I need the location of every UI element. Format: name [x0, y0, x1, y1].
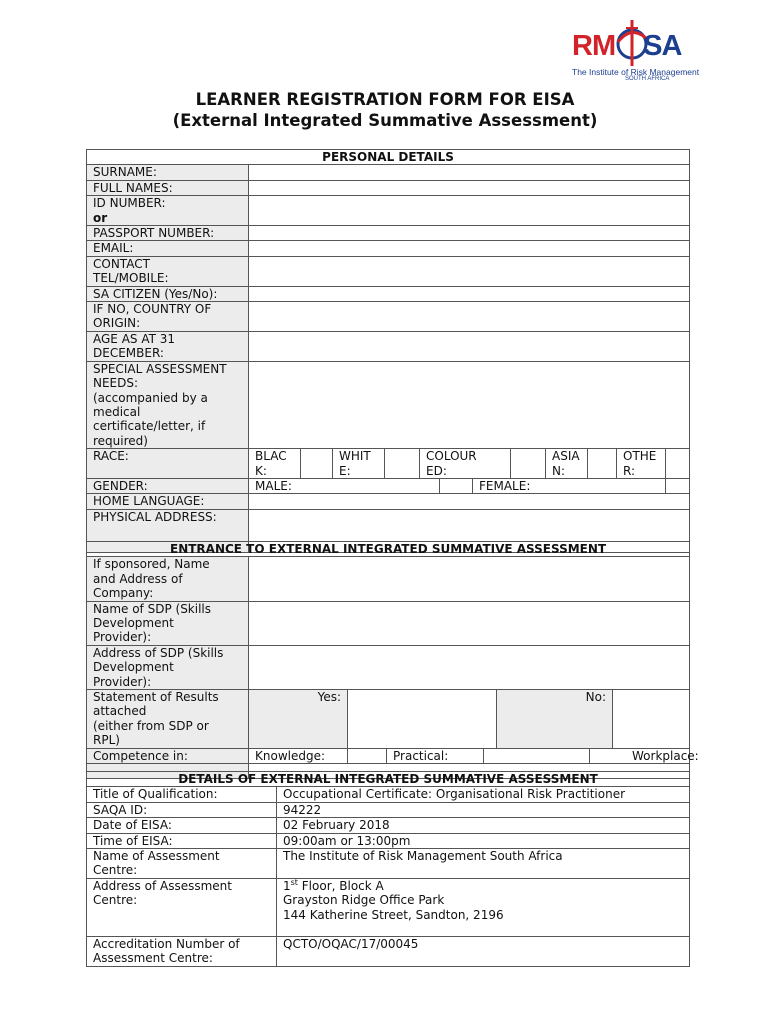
label-sdp-name-l2: Development [93, 616, 174, 631]
address-line3: 144 Katherine Street, Sandton, 2196 [283, 907, 504, 922]
label-sdp-name-l3: Provider): [93, 630, 152, 645]
label-sdp-addr-l1: Address of SDP (Skills [93, 645, 224, 660]
form-subtitle: (External Integrated Summative Assessment) [172, 111, 598, 130]
full-names-field[interactable] [249, 180, 690, 195]
special-needs-field[interactable] [249, 361, 690, 448]
race-other-l2: R: [623, 463, 636, 478]
label-special-needs [87, 361, 249, 448]
label-time: Time of EISA: [87, 833, 277, 848]
label-or: or [93, 210, 108, 225]
race-option-other [617, 449, 666, 479]
gender-male-box[interactable] [440, 478, 473, 493]
logo-wordmark: RM SA [572, 30, 682, 62]
race-coloured-box[interactable] [511, 449, 546, 479]
race-asian-box[interactable] [588, 449, 617, 479]
time-value: 09:00am or 13:00pm [277, 833, 690, 848]
country-field[interactable] [249, 302, 690, 332]
label-id-number-text: ID NUMBER: [93, 196, 166, 211]
race-asian-l1: ASIA [552, 449, 580, 464]
address-line2: Grayston Ridge Office Park [283, 893, 445, 908]
race-black-l2: K: [255, 463, 267, 478]
label-sdp-name [87, 601, 249, 645]
label-age-line1: AGE AS AT 31 [93, 331, 176, 346]
label-surname: SURNAME: [87, 165, 249, 180]
label-full-names: FULL NAMES: [87, 180, 249, 195]
label-age [87, 331, 249, 361]
gender-female-label: FEMALE: [473, 478, 666, 493]
sa-citizen-field[interactable] [249, 286, 690, 301]
race-option-asian [546, 449, 588, 479]
entrance-table [86, 541, 699, 779]
label-centre [87, 849, 277, 879]
sponsored-field[interactable] [249, 557, 690, 601]
label-sdp-address [87, 645, 249, 689]
label-passport: PASSPORT NUMBER: [87, 226, 249, 241]
race-white-l2: E: [339, 463, 351, 478]
home-language-field[interactable] [249, 494, 690, 509]
results-no-box[interactable] [613, 690, 690, 749]
race-white-l1: WHIT [339, 449, 371, 464]
results-no-label: No: [497, 690, 613, 749]
label-accred-l2: Assessment Centre: [93, 951, 213, 966]
address-value [277, 878, 690, 936]
race-white-box[interactable] [385, 449, 420, 479]
section-header-details: DETAILS OF EXTERNAL INTEGRATED SUMMATIVE ASSESSMENT [87, 772, 690, 787]
race-option-coloured [420, 449, 511, 479]
label-sponsored-l1: If sponsored, Name [93, 557, 210, 572]
label-results-l3: (either from SDP or [93, 718, 209, 733]
workplace-label-text: Workplace: [632, 748, 699, 763]
label-sa-citizen: SA CITIZEN (Yes/No): [87, 286, 249, 301]
label-address-l1: Address of Assessment [93, 878, 232, 893]
gender-male-label: MALE: [249, 478, 440, 493]
race-other-box[interactable] [666, 449, 690, 479]
section-header-entrance: ENTRANCE TO EXTERNAL INTEGRATED SUMMATIVE ASSESSMENT [87, 542, 690, 557]
passport-field[interactable] [249, 226, 690, 241]
label-special-line4: medical [93, 404, 141, 419]
contact-field[interactable] [249, 256, 690, 286]
label-special-line5: certificate/letter, if [93, 419, 206, 434]
label-contact-line2: TEL/MOBILE: [93, 271, 169, 286]
label-qualification: Title of Qualification: [87, 787, 277, 802]
label-address-l2: Centre: [93, 893, 138, 908]
address-line1-sup: st [290, 877, 298, 887]
race-black-box[interactable] [301, 449, 333, 479]
label-sdp-addr-l2: Development [93, 660, 174, 675]
label-email: EMAIL: [87, 241, 249, 256]
label-results-l1: Statement of Results [93, 690, 219, 705]
race-option-black [249, 449, 301, 479]
label-physical-address: PHYSICAL ADDRESS: [87, 509, 249, 552]
race-option-white [333, 449, 385, 479]
label-competence: Competence in: [87, 748, 249, 763]
personal-details-table [86, 149, 690, 553]
logo-region: SOUTH AFRICA [625, 76, 670, 82]
label-sponsored [87, 557, 249, 601]
race-asian-l2: N: [552, 463, 566, 478]
practical-box[interactable] [484, 748, 590, 763]
label-address [87, 878, 277, 936]
centre-value: The Institute of Risk Management South Africa [277, 849, 690, 879]
qualification-value: Occupational Certificate: Organisational Risk Practitioner [277, 787, 690, 802]
label-home-language: HOME LANGUAGE: [87, 494, 249, 509]
label-accreditation [87, 936, 277, 966]
label-special-line1: SPECIAL ASSESSMENT [93, 361, 227, 376]
workplace-label [590, 748, 699, 763]
label-special-line3: (accompanied by a [93, 390, 208, 405]
label-sponsored-l3: Company: [93, 586, 154, 601]
label-country [87, 302, 249, 332]
gender-female-box[interactable] [666, 478, 690, 493]
label-sponsored-l2: and Address of [93, 571, 183, 586]
label-special-line2: NEEDS: [93, 376, 139, 391]
date-value: 02 February 2018 [277, 818, 690, 833]
section-header-personal: PERSONAL DETAILS [87, 150, 690, 165]
label-centre-l1: Name of Assessment [93, 849, 220, 864]
details-table [86, 771, 690, 967]
sdp-name-field[interactable] [249, 601, 690, 645]
label-accred-l1: Accreditation Number of [93, 936, 240, 951]
label-contact-line1: CONTACT [93, 256, 150, 271]
label-country-line1: IF NO, COUNTRY OF [93, 302, 212, 317]
label-race: RACE: [87, 449, 249, 479]
results-yes-box[interactable] [348, 690, 497, 749]
label-special-line6: required) [93, 433, 148, 448]
sdp-address-field[interactable] [249, 645, 690, 689]
form-title: LEARNER REGISTRATION FORM FOR EISA [195, 90, 575, 109]
email-field[interactable] [249, 241, 690, 256]
id-number-field[interactable] [249, 196, 690, 226]
label-id-number [87, 196, 249, 226]
label-country-line2: ORIGIN: [93, 316, 141, 331]
label-contact [87, 256, 249, 286]
surname-field[interactable] [249, 165, 690, 180]
knowledge-label: Knowledge: [249, 748, 348, 763]
label-results-l4: RPL) [93, 733, 120, 748]
label-results-l2: attached [93, 704, 147, 719]
label-sdp-addr-l3: Provider): [93, 674, 152, 689]
address-line1-rest: Floor, Block A [297, 878, 384, 893]
address-line1-num: 1 [283, 878, 291, 893]
label-centre-l2: Centre: [93, 863, 138, 878]
label-sdp-name-l1: Name of SDP (Skills [93, 601, 212, 616]
logo-tagline: The Institute of Risk Management [572, 67, 700, 77]
age-field[interactable] [249, 331, 690, 361]
label-gender: GENDER: [87, 478, 249, 493]
knowledge-box[interactable] [348, 748, 387, 763]
race-black-l1: BLAC [255, 449, 287, 464]
race-coloured-l2: ED: [426, 463, 447, 478]
race-other-l1: OTHE [623, 449, 657, 464]
results-yes-label: Yes: [249, 690, 348, 749]
race-coloured-l1: COLOUR [426, 449, 477, 464]
label-results [87, 690, 249, 749]
practical-label: Practical: [387, 748, 484, 763]
accreditation-value: QCTO/OQAC/17/00045 [277, 936, 690, 966]
label-age-line2: DECEMBER: [93, 346, 164, 361]
saqa-value: 94222 [277, 802, 690, 817]
label-date: Date of EISA: [87, 818, 277, 833]
label-saqa: SAQA ID: [87, 802, 277, 817]
